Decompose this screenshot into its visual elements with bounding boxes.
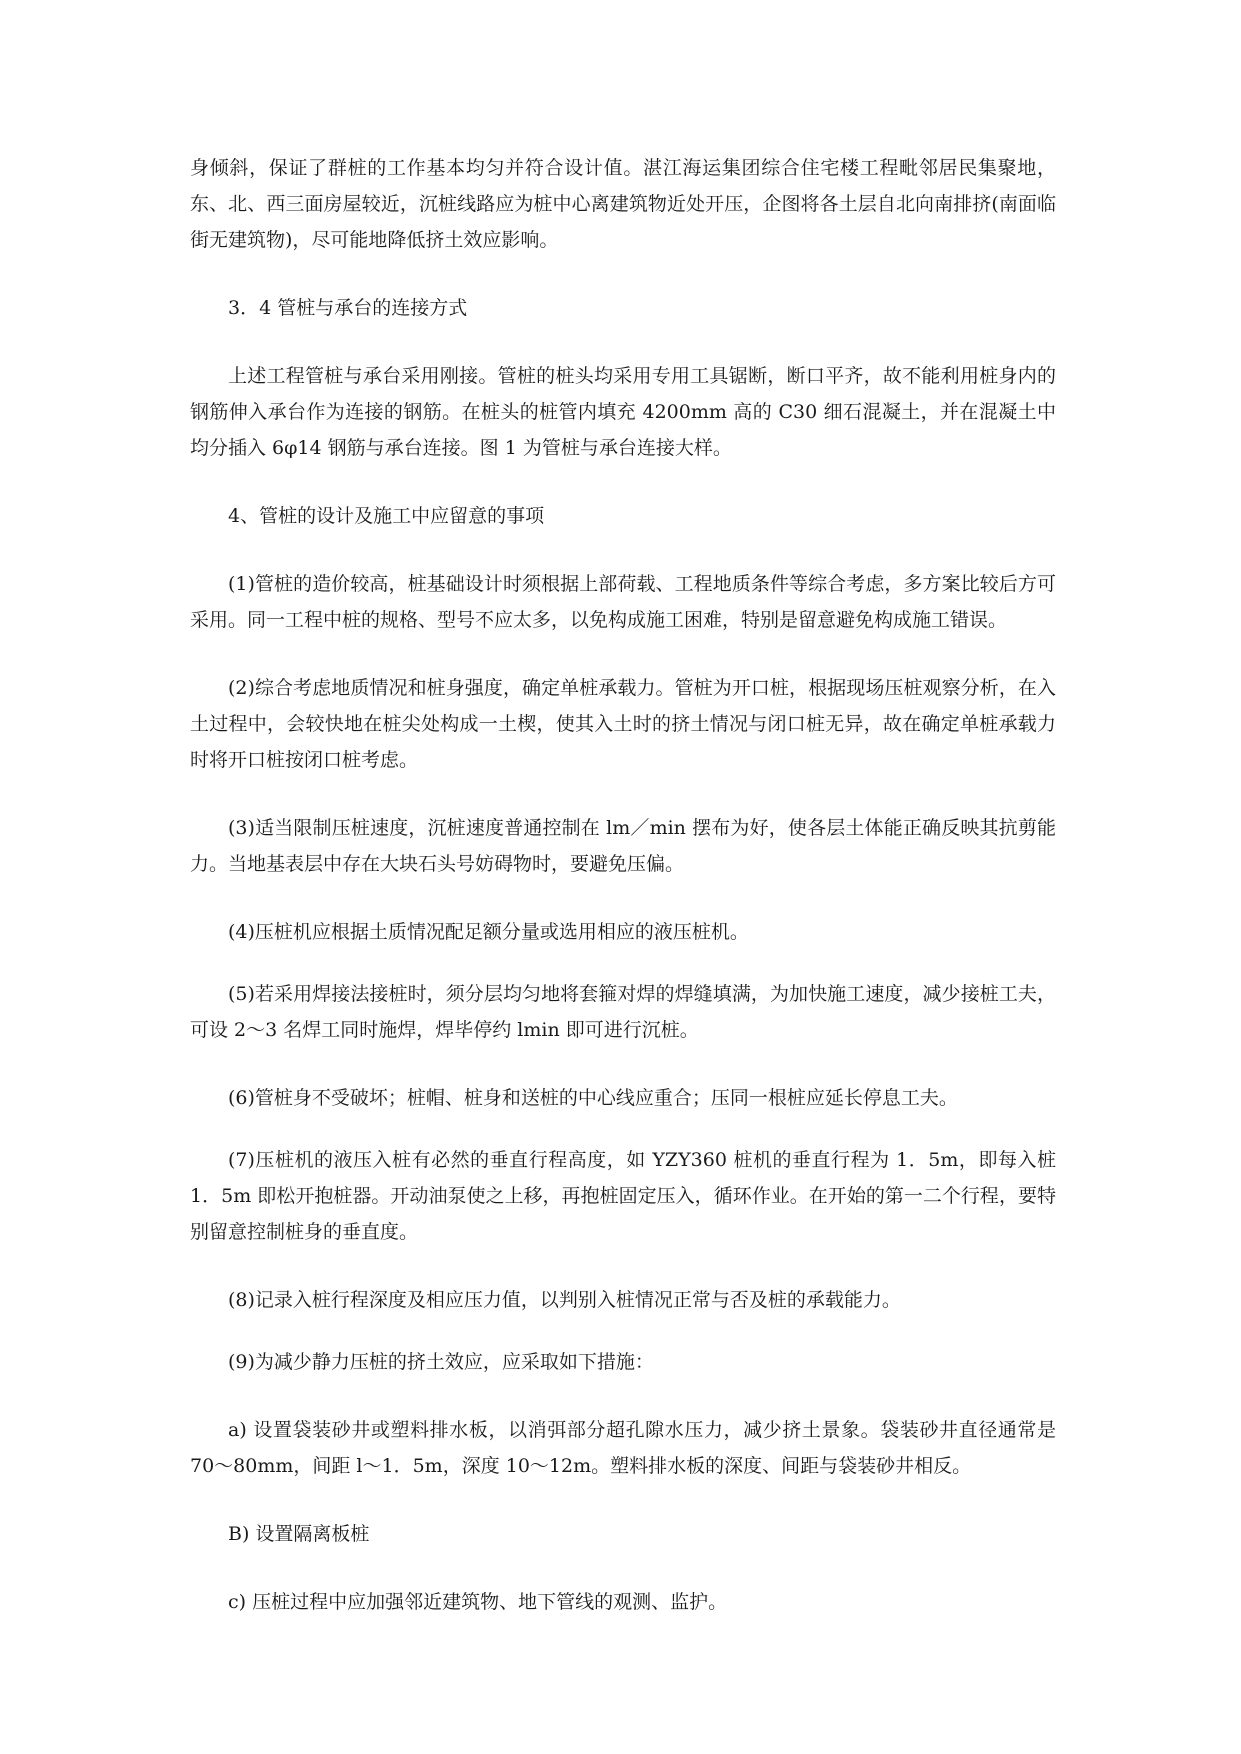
list-item-3: (3)适当限制压桩速度，沉桩速度普通控制在 lm／min 摆布为好，使各层土体能正确反映其抗剪能力。当地基表层中存在大块石头号妨碍物时，要避免压偏。 [190, 817, 1056, 875]
list-item-1: (1)管桩的造价较高，桩基础设计时须根据上部荷载、工程地质条件等综合考虑，多方案比较后方可采用。同一工程中桩的规格、型号不应太多，以免构成施工困难，特别是留意避免构成施工错误。 [190, 573, 1056, 631]
list-item-2: (2)综合考虑地质情况和桩身强度，确定单桩承载力。管桩为开口桩，根据现场压桩观察分析，在入土过程中，会较快地在桩尖处构成一土楔，使其入土时的挤土情况与闭口桩无异，故在确定单桩承载力时将开口桩按闭口桩考虑。 [190, 677, 1056, 771]
list-item-9: (9)为减少静力压桩的挤土效应，应采取如下措施： [228, 1351, 654, 1373]
section-heading-4: 4、管桩的设计及施工中应留意的事项 [228, 505, 545, 527]
list-item-5: (5)若采用焊接法接桩时，须分层均匀地将套箍对焊的焊缝填满，为加快施工速度，减少接桩工夫，可设 2～3 名焊工同时施焊，焊毕停约 lmin 即可进行沉桩。 [190, 983, 1056, 1041]
sub-item-b: B) 设置隔离板桩 [228, 1523, 370, 1545]
sub-item-a: a) 设置袋装砂井或塑料排水板，以消弭部分超孔隙水压力，减少挤土景象。袋装砂井直径通常是 70～80mm，间距 l～1．5m，深度 10～12m。塑料排水板的深度、间距与袋装砂井相反。 [190, 1419, 1056, 1477]
paragraph-continuation: 身倾斜，保证了群桩的工作基本均匀并符合设计值。湛江海运集团综合住宅楼工程毗邻居民集聚地，东、北、西三面房屋较近，沉桩线路应为桩中心离建筑物近处开压，企图将各土层自北向南排挤(南面临街无建筑物)，尽可能地降低挤土效应影响。 [190, 157, 1056, 251]
list-item-6: (6)管桩身不受破坏；桩帽、桩身和送桩的中心线应重合；压同一根桩应延长停息工夫。 [228, 1087, 958, 1109]
list-item-8: (8)记录入桩行程深度及相应压力值，以判别入桩情况正常与否及桩的承载能力。 [228, 1289, 901, 1311]
section-heading-3-4: 3．4 管桩与承台的连接方式 [228, 297, 468, 319]
document-page [190, 150, 1056, 1652]
list-item-7: (7)压桩机的液压入桩有必然的垂直行程高度，如 YZY360 桩机的垂直行程为 1．5m，即每入桩 1．5m 即松开抱桩器。开动油泵使之上移，再抱桩固定压入，循环作业。在开始的第一二个行程，要特别留意控制桩身的垂直度。 [190, 1149, 1056, 1243]
paragraph-connection: 上述工程管桩与承台采用刚接。管桩的桩头均采用专用工具锯断，断口平齐，故不能利用桩身内的钢筋伸入承台作为连接的钢筋。在桩头的桩管内填充 4200mm 高的 C30 细石混凝土，并在混凝土中均分插入 6φ14 钢筋与承台连接。图 1 为管桩与承台连接大样。 [190, 365, 1056, 459]
sub-item-c: c) 压桩过程中应加强邻近建筑物、地下管线的观测、监护。 [228, 1591, 728, 1613]
list-item-4: (4)压桩机应根据土质情况配足额分量或选用相应的液压桩机。 [228, 921, 749, 943]
